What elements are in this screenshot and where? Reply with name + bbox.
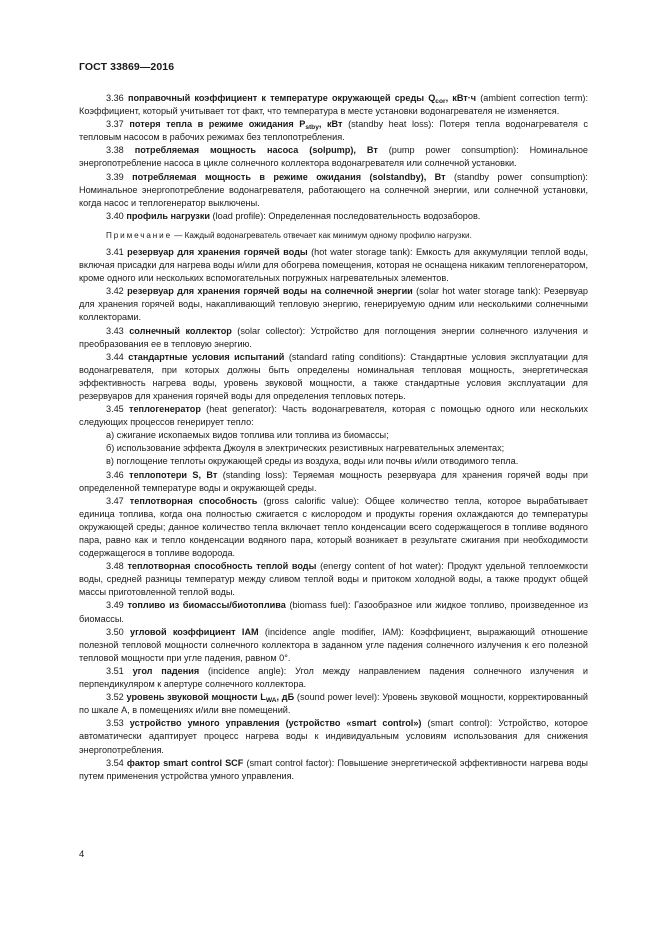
entry-text: (smart control factor): Повышение энергетической эффективности нагрева воды путем применения устройства умного управления. bbox=[79, 757, 588, 781]
entry-text: (solar collector): Устройство для поглощения энергии солнечного излучения и преобразования ее в тепловую энергию. bbox=[79, 325, 588, 349]
definition-3-42 bbox=[79, 285, 588, 324]
entry-term: стандартные условия испытаний bbox=[128, 351, 285, 362]
entry-text: (sound power level): Уровень звуковой мощности, корректированный по шкале А, в помещениях и/или вне помещений. bbox=[79, 692, 588, 716]
definition-3-40 bbox=[79, 210, 588, 223]
definition-3-44 bbox=[79, 351, 588, 403]
definition-3-53 bbox=[79, 717, 588, 756]
entry-number: 3.48 bbox=[106, 561, 124, 572]
entry-term: теплотворная способность теплой воды bbox=[127, 561, 317, 572]
entry-term bbox=[126, 692, 295, 705]
document-header: ГОСТ 33869—2016 bbox=[79, 61, 175, 73]
term-unit: , дБ bbox=[276, 692, 295, 703]
entry-term: теплогенератор bbox=[129, 404, 201, 415]
entry-number: 3.51 bbox=[106, 665, 124, 676]
term-subscript: cor bbox=[435, 98, 446, 105]
entry-term: профиль нагрузки bbox=[126, 210, 211, 221]
entry-number: 3.43 bbox=[106, 325, 124, 336]
definition-3-49 bbox=[79, 599, 588, 625]
entry-term: фактор smart control SCF bbox=[126, 757, 244, 768]
entry-number: 3.46 bbox=[106, 469, 124, 480]
entry-number: 3.53 bbox=[106, 718, 124, 729]
entry-text: (energy content of hot water): Продукт удельной теплоемкости воды, средней разницы температур между сливом теплой воды и притоком холодной воды, а также продукт общей массы приготовленной теплой воды. bbox=[79, 561, 588, 598]
entry-term: потребляемая мощность в режиме ожидания (solstandby), Вт bbox=[132, 171, 446, 182]
entry-text: (load profile): Определенная последовательность водозаборов. bbox=[210, 210, 481, 221]
term-unit: , кВт bbox=[318, 119, 343, 130]
entry-term: резервуар для хранения горячей воды на солнечной энергии bbox=[127, 286, 413, 297]
entry-number: 3.40 bbox=[106, 210, 124, 221]
entry-text: (standard rating conditions): Стандартные условия эксплуатации для водонагревателя, при которых должны быть определены номинальная тепловая мощность, энергетическая эффективность нагрева воды, уровень звуковой мощности, а также стандартные условия эксплуатации для резервуаров для хранения горячей воды для определения тепловых потерь. bbox=[79, 351, 588, 401]
entry-text: (ambient correction term): Коэффициент, который учитывает тот факт, что температура в месте установки водонагревателя не изменяется. bbox=[79, 93, 588, 117]
entry-number: 3.50 bbox=[106, 626, 124, 637]
definition-3-52 bbox=[79, 691, 588, 717]
definition-3-43 bbox=[79, 325, 588, 351]
entry-text: (smart control): Устройство, которое автоматически адаптирует процесс нагрева воды к индивидуальным условиям использования для снижения энергопотребления. bbox=[79, 718, 588, 755]
definition-3-48 bbox=[79, 560, 588, 599]
entry-text: (incidence angle): Угол между направлением падения солнечного излучения и перпендикуляром к апертуре солнечного коллектора. bbox=[79, 665, 588, 690]
entry-text: (solar hot water storage tank): Резервуар для хранения горячей воды, накапливающий тепловую энергию, генерируемую одним или несколькими солнечными коллекторами. bbox=[79, 286, 588, 323]
definition-3-39 bbox=[79, 171, 588, 210]
entry-number: 3.49 bbox=[106, 600, 124, 611]
entry-number: 3.38 bbox=[106, 145, 124, 156]
entry-term: устройство умного управления (устройство «smart control») bbox=[129, 718, 422, 729]
list-item: в) поглощение теплоты окружающей среды из воздуха, воды или почвы и/или отводимого тепла. bbox=[106, 456, 519, 467]
entry-number: 3.41 bbox=[106, 246, 124, 257]
list-item: б) использование эффекта Джоуля в электрических резистивных нагревательных элементах; bbox=[106, 443, 505, 454]
page-number: 4 bbox=[79, 849, 85, 860]
definition-3-47 bbox=[79, 495, 588, 560]
list-item: а) сжигание ископаемых видов топлива или топлива из биомассы; bbox=[106, 430, 389, 441]
entry-term: топливо из биомассы/биотоплива bbox=[127, 600, 286, 611]
entry-number: 3.45 bbox=[106, 404, 124, 415]
term-subscript: WA bbox=[265, 697, 277, 705]
entry-term: теплотворная способность bbox=[129, 495, 258, 506]
definition-3-54 bbox=[79, 757, 588, 783]
note-text: — Каждый водонагреватель отвечает как минимум одному профилю нагрузки. bbox=[172, 230, 472, 240]
entry-text: (standby heat loss): Потеря тепла водонагревателя с тепловым насосом в рабочих режимах без теплопотребления. bbox=[79, 119, 588, 143]
definition-3-46 bbox=[79, 469, 588, 495]
entry-number: 3.39 bbox=[106, 171, 124, 182]
entry-term: солнечный коллектор bbox=[129, 325, 232, 336]
definition-3-36 bbox=[79, 92, 588, 118]
note-3-40 bbox=[79, 230, 588, 242]
term-subscript: stby bbox=[305, 124, 319, 132]
entry-text: (gross calorific value): Общее количество тепла, которое вырабатывает единица топлива, когда она полностью сжигается с кислородом и продукты горения охлаждаются до температуры окружающей среды; данное количество тепла включает тепло конденсации всего содержащегося в топливе водяного пара, равно как и тепло конденсации водяного пара, который возникает в результате сжигания при необходимости содержащегося в топливе водорода. bbox=[79, 495, 588, 559]
entry-term bbox=[128, 93, 476, 103]
entry-number: 3.54 bbox=[106, 757, 124, 768]
entry-term: теплопотери S, Вт bbox=[129, 469, 218, 480]
entry-text: (pump power consumption): Номинальное энергопотребление насоса в цикле солнечного коллектора водонагревателя или солнечной установки. bbox=[79, 145, 588, 169]
entry-number: 3.52 bbox=[106, 692, 124, 703]
definition-3-41 bbox=[79, 246, 588, 285]
entry-number: 3.44 bbox=[106, 351, 124, 362]
entry-term: угловой коэффициент IAM bbox=[130, 626, 259, 637]
entry-text: (standby power consumption): Номинальное энергопотребление водонагревателя, работающего на солнечной энергии, или солнечной установки, когда насос и теплогенератор выключены. bbox=[79, 171, 588, 208]
definition-3-51 bbox=[79, 665, 588, 691]
entry-term: потребляемая мощность насоса (solpump), Вт bbox=[134, 145, 378, 156]
document-body bbox=[79, 92, 588, 783]
entry-text: (heat generator): Часть водонагревателя, которая с помощью одного или нескольких следующих процессов генерирует тепло: bbox=[79, 404, 588, 428]
entry-term bbox=[129, 119, 343, 132]
definition-3-50 bbox=[79, 626, 588, 665]
definition-3-45 bbox=[79, 403, 588, 429]
entry-term: угол падения bbox=[132, 665, 200, 676]
entry-number: 3.36 bbox=[106, 93, 124, 103]
definition-3-37 bbox=[79, 118, 588, 144]
term-part: потеря тепла в режиме ожидания P bbox=[129, 119, 306, 130]
note-label: Примечание bbox=[106, 230, 173, 240]
entry-text: (incidence angle modifier, IAM): Коэффициент, выражающий отношение полезной тепловой мощности солнечного коллектора в заданном угле падения солнечного излучения к его полезной тепловой мощности при угле падения, равном 0°. bbox=[79, 626, 588, 663]
entry-text: (standing loss): Теряемая мощность резервуара для хранения горячей воды при определенной температуре воды и окружающей среды. bbox=[79, 469, 588, 493]
entry-text: (hot water storage tank): Емкость для аккумуляции теплой воды, включая присадки для нагрева воды и/или для обогрева помещения, которая не оснащена никаким теплогенератором, кроме одного или нескольких вспомогательных погружных нагревательных элементов. bbox=[79, 246, 588, 284]
entry-number: 3.42 bbox=[106, 286, 124, 297]
term-part: уровень звуковой мощности L bbox=[126, 692, 266, 703]
term-part: поправочный коэффициент к температуре окружающей среды Q bbox=[127, 93, 436, 103]
definition-3-38 bbox=[79, 144, 588, 170]
term-unit: , кВт·ч bbox=[445, 93, 477, 103]
entry-number: 3.47 bbox=[106, 495, 124, 506]
entry-text: (biomass fuel): Газообразное или жидкое топливо, произведенное из биомассы. bbox=[79, 600, 589, 624]
entry-term: резервуар для хранения горячей воды bbox=[127, 246, 308, 257]
entry-number: 3.37 bbox=[106, 119, 124, 130]
